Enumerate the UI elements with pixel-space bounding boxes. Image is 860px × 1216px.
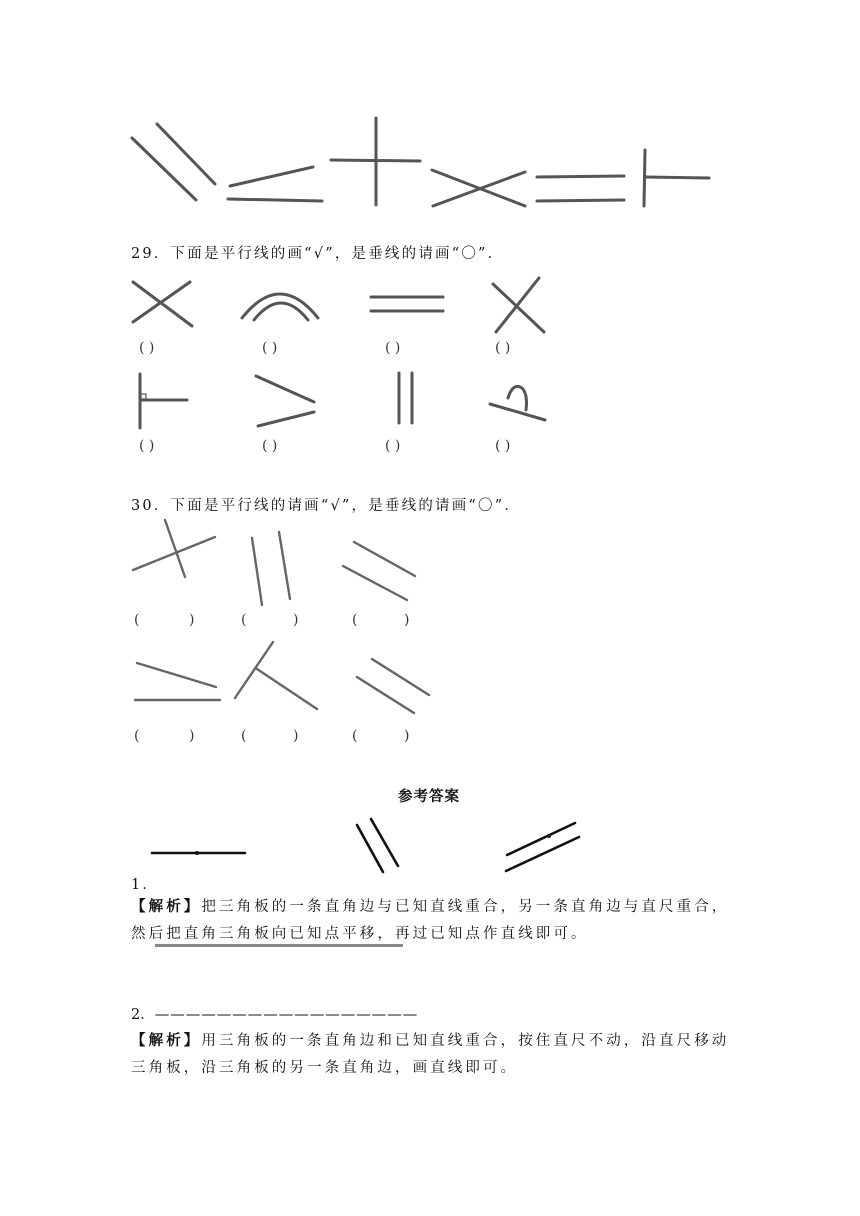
q30-fig1-line-b <box>165 520 185 577</box>
q29-line-figures <box>0 270 860 460</box>
q30-paren-4-close[interactable]: ) <box>189 728 195 744</box>
answer2-number: 2． <box>131 1007 155 1023</box>
q29-prompt: 29．下面是平行线的画“√”，是垂线的请画“〇”． <box>131 246 505 262</box>
q30-line-figures <box>0 510 860 760</box>
q30-fig6-line-a <box>372 659 429 695</box>
answer1-figure <box>0 815 860 875</box>
q30-paren-6-close[interactable]: ) <box>404 728 410 744</box>
q30-fig3-line-b <box>343 566 407 600</box>
q29-paren-6[interactable]: ( ) <box>262 438 278 454</box>
answer1-line-figures <box>0 815 860 875</box>
pair1-line-a <box>132 138 196 200</box>
answer2-dashes: ————————————————— <box>154 1007 419 1023</box>
pair2-line-b <box>228 199 322 201</box>
answer1-text: 把三角板的一条直角边与已知直线重合，另一条直角边与直尺重合，然后把直角三角板向已知点平移，再过已知点作直线即可。 <box>131 899 730 942</box>
q30-paren-3-close[interactable]: ) <box>404 612 410 628</box>
q30-paren-1-close[interactable]: ) <box>189 612 195 628</box>
q30-fig6-line-b <box>357 677 414 713</box>
q29-figures <box>0 270 860 460</box>
pair5-line-b <box>537 200 624 201</box>
answer1-underline <box>155 944 403 947</box>
q29-paren-8[interactable]: ( ) <box>495 438 511 454</box>
q30-fig5-line-a <box>235 642 273 698</box>
q29-paren-7[interactable]: ( ) <box>385 438 401 454</box>
q29-paren-5[interactable]: ( ) <box>139 438 155 454</box>
q29-fig6-line-a <box>256 376 314 402</box>
q29-paren-2[interactable]: ( ) <box>262 340 278 356</box>
figure-row-top <box>0 0 860 220</box>
answer1-explanation <box>131 893 731 948</box>
q29-fig6-line-b <box>258 412 314 426</box>
q29-fig2-arc-a <box>242 294 318 318</box>
q30-prompt: 30．下面是平行线的请画“√”，是垂线的请画“〇”． <box>131 498 522 514</box>
a1-fig3-line-b <box>506 837 579 871</box>
answers-title: 参考答案 <box>398 789 460 805</box>
q30-fig3-line-a <box>354 542 415 576</box>
pair6-line-b <box>645 177 709 178</box>
q30-fig2-line-b <box>279 532 290 599</box>
q30-paren-5-open[interactable]: ( <box>241 728 247 744</box>
answer1-number: 1． <box>131 877 160 893</box>
pair1-line-b <box>157 124 215 184</box>
q29-fig4-line-b <box>496 278 539 332</box>
answer2-explanation <box>131 1027 731 1082</box>
q29-paren-4[interactable]: ( ) <box>495 340 511 356</box>
q30-paren-6-open[interactable]: ( <box>352 728 358 744</box>
q30-paren-2-close[interactable]: ) <box>293 612 299 628</box>
q29-paren-1[interactable]: ( ) <box>139 340 155 356</box>
answer2-line <box>131 1003 418 1024</box>
q30-fig1-line-a <box>133 537 215 570</box>
q29-fig8-line-a <box>490 404 545 420</box>
answer2-text: 用三角板的一条直角边和已知直线重合，按住直尺不动，沿直尺移动三角板，沿三角板的另一条直角边，画直线即可。 <box>131 1033 730 1076</box>
q30-paren-3-open[interactable]: ( <box>352 612 358 628</box>
q29-fig8-hook <box>508 386 527 410</box>
q30-paren-5-close[interactable]: ) <box>293 728 299 744</box>
pair2-line-a <box>230 167 313 186</box>
q30-fig5-line-b <box>257 669 317 709</box>
q29-paren-3[interactable]: ( ) <box>385 340 401 356</box>
q30-paren-1-open[interactable]: ( <box>134 612 140 628</box>
q30-fig2-line-a <box>252 538 262 605</box>
answer1-tag: 【解析】 <box>131 898 202 915</box>
q29-fig2-arc-b <box>254 303 308 320</box>
answer2-tag: 【解析】 <box>131 1032 202 1049</box>
q30-paren-4-open[interactable]: ( <box>134 728 140 744</box>
a1-fig3-line-a <box>507 823 575 855</box>
q30-paren-2-open[interactable]: ( <box>241 612 247 628</box>
q30-figures <box>0 510 860 760</box>
pair5-line-a <box>537 176 624 177</box>
q30-fig4-line-a <box>137 663 216 687</box>
line-pairs-figure <box>0 0 860 220</box>
